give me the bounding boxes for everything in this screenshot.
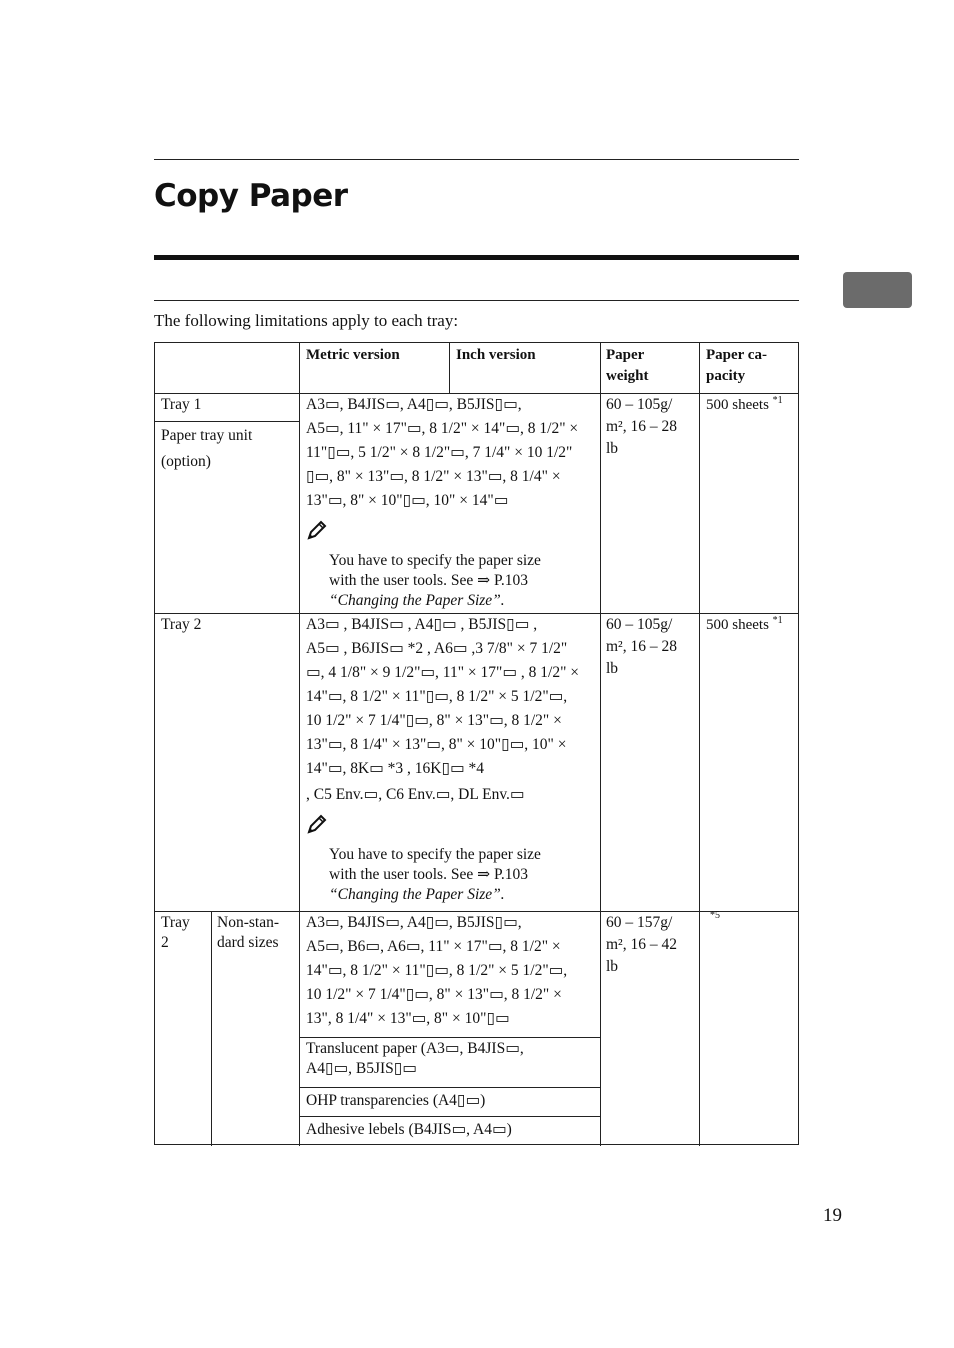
tray1-label <box>161 393 297 417</box>
size-line: A3▭, B4JIS▭, A4▯▭, B5JIS▯▭, <box>306 914 522 931</box>
header-inch-label: Inch version <box>456 347 536 363</box>
tray2-sizes <box>306 613 598 905</box>
size-line: 10 1/2" × 7 1/4"▯▭, 8" × 13"▭, 8 1/2" × <box>306 986 562 1003</box>
header-metric-label: Metric version <box>306 347 400 363</box>
tray1-sublabel-line: (option) <box>161 453 211 470</box>
grid-line <box>299 1037 600 1038</box>
weight-line: m², 16 – 28 <box>606 418 677 435</box>
size-line: , C5 Env.▭, C6 Env.▭, DL Env.▭ <box>306 786 525 803</box>
header-inch <box>456 345 596 366</box>
size-line: ▯▭, 8" × 13"▭, 8 1/2" × 13"▭, 8 1/4" × <box>306 468 561 485</box>
tray2-ns-sublabel <box>217 911 299 953</box>
tray2-ns-adhesive <box>306 1117 598 1143</box>
tray1-sublabel <box>161 423 297 475</box>
note-line: with the user tools. See ⇒ P.103 <box>329 572 528 589</box>
size-line: 14"▭, 8 1/2" × 11"▯▭, 8 1/2" × 5 1/2"▭, <box>306 688 568 705</box>
weight-line: 60 – 105g/ <box>606 396 673 413</box>
footnote-marker: *1 <box>772 615 783 626</box>
note-line: with the user tools. See ⇒ P.103 <box>329 866 528 883</box>
intro-text: The following limitations apply to each tray: <box>154 311 459 330</box>
size-line: A5▭, 11" × 17"▭, 8 1/2" × 14"▭, 8 1/2" × <box>306 420 579 437</box>
tray1-weight <box>606 393 698 460</box>
weight-line: 60 – 105g/ <box>606 616 673 633</box>
tray1-sizes <box>306 393 598 611</box>
tray2-capacity <box>706 613 798 637</box>
top-rule <box>154 159 799 160</box>
adhesive-text: Adhesive lebels (B4JIS▭, A4▭) <box>306 1121 512 1138</box>
size-line: 11"▯▭, 5 1/2" × 8 1/2"▭, 7 1/4" × 10 1/2" <box>306 444 573 461</box>
size-line: A3▭, B4JIS▭, A4▯▭, B5JIS▯▭, <box>306 396 522 413</box>
size-line: 10 1/2" × 7 1/4"▯▭, 8" × 13"▭, 8 1/2" × <box>306 712 562 729</box>
weight-line: m², 16 – 42 <box>606 936 677 953</box>
tray1-sublabel-line: Paper tray unit <box>161 427 253 444</box>
grid-line <box>299 343 300 1146</box>
header-weight-line: weight <box>606 368 649 384</box>
size-line: ▭, 4 1/8" × 9 1/2"▭, 11" × 17"▭ , 8 1/2" × <box>306 664 580 681</box>
tray2-ns-sublabel-line: Non-stan- <box>217 914 279 931</box>
tray2-ns-weight <box>606 911 698 978</box>
size-line: 14"▭, 8K▭ *3 , 16K▯▭ *4 <box>306 760 485 777</box>
tray2-ns-label <box>161 911 209 953</box>
title-underline-thick <box>154 255 799 260</box>
grid-line <box>699 343 700 1146</box>
weight-line: lb <box>606 958 619 975</box>
tray2-note <box>306 845 598 905</box>
tray2-label <box>161 613 297 637</box>
tray2-ns-ohp <box>306 1088 598 1114</box>
header-weight <box>606 345 696 387</box>
note-pencil-icon <box>306 813 328 835</box>
tray2-ns-capacity <box>710 909 796 927</box>
tray2-ns-sublabel-line: dard sizes <box>217 934 279 951</box>
grid-line <box>155 421 299 422</box>
note-reference: “Changing the Paper Size”. <box>329 592 505 609</box>
note-line: You have to specify the paper size <box>329 846 541 863</box>
chapter-tab-marker <box>843 272 912 308</box>
tray2-weight <box>606 613 698 680</box>
translucent-line: Translucent paper (A3▭, B4JIS▭, <box>306 1040 524 1057</box>
note-line: You have to specify the paper size <box>329 552 541 569</box>
size-line: A5▭, B6▭, A6▭, 11" × 17"▭, 8 1/2" × <box>306 938 561 955</box>
header-weight-line: Paper <box>606 347 645 363</box>
capacity-value: 500 sheets <box>706 397 769 413</box>
size-line: 13"▭, 8 1/4" × 13"▭, 8" × 10"▯▭, 10" × <box>306 736 567 753</box>
size-line: 14"▭, 8 1/2" × 11"▯▭, 8 1/2" × 5 1/2"▭, <box>306 962 568 979</box>
footnote-marker: *5 <box>710 909 720 921</box>
weight-line: 60 – 157g/ <box>606 914 673 931</box>
translucent-line: A4▯▭, B5JIS▯▭ <box>306 1060 417 1077</box>
size-line: A3▭ , B4JIS▭ , A4▯▭ , B5JIS▯▭ , <box>306 616 538 633</box>
note-reference: “Changing the Paper Size”. <box>329 886 505 903</box>
header-capacity-line: Paper ca- <box>706 347 767 363</box>
header-capacity <box>706 345 796 387</box>
header-capacity-line: pacity <box>706 368 746 384</box>
page-number: 19 <box>823 1205 842 1226</box>
weight-line: lb <box>606 660 619 677</box>
weight-line: m², 16 – 28 <box>606 638 677 655</box>
grid-line <box>600 343 601 1146</box>
tray2-ns-label-line: 2 <box>161 934 169 951</box>
page-title: Copy Paper <box>154 178 348 214</box>
grid-line <box>449 343 450 393</box>
tray2-ns-label-line: Tray <box>161 914 190 931</box>
tray1-capacity <box>706 393 798 417</box>
tray2-ns-translucent <box>306 1039 598 1079</box>
capacity-value: 500 sheets <box>706 617 769 633</box>
size-line: 13"▭, 8" × 10"▯▭, 10" × 14"▭ <box>306 492 509 509</box>
tray1-note <box>306 551 598 611</box>
tray2-label-text: Tray 2 <box>161 616 202 633</box>
size-line: 13", 8 1/4" × 13"▭, 8" × 10"▯▭ <box>306 1010 510 1027</box>
grid-line <box>211 911 212 1146</box>
ohp-text: OHP transparencies (A4▯▭) <box>306 1092 486 1109</box>
tray1-label-text: Tray 1 <box>161 396 202 413</box>
weight-line: lb <box>606 440 619 457</box>
note-pencil-icon <box>306 519 328 541</box>
paper-limits-table <box>154 342 799 1145</box>
footnote-marker: *1 <box>772 395 783 406</box>
tray2-ns-sizes <box>306 911 598 1031</box>
title-underline-thin <box>154 300 799 301</box>
size-line: A5▭ , B6JIS▭ *2 , A6▭ ,3 7/8" × 7 1/2" <box>306 640 568 657</box>
header-metric <box>306 345 446 366</box>
